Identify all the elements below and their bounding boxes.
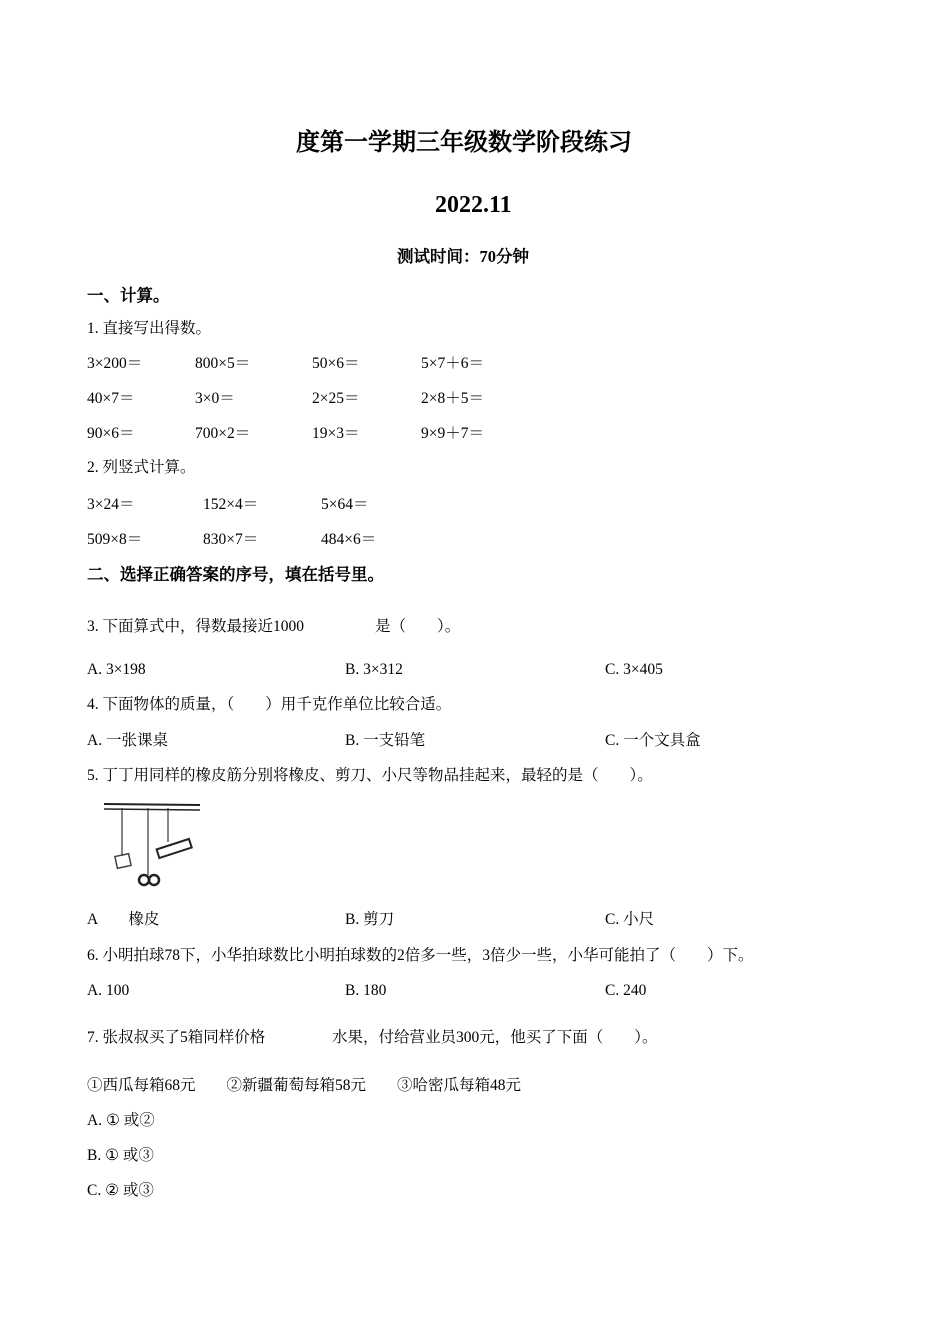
q1-item: 2×25＝ [312,390,360,407]
q7-items: ①西瓜每箱68元 ②新疆葡萄每箱58元 ③哈密瓜每箱48元 [87,1077,522,1094]
q2-item: 484×6＝ [321,531,377,548]
q1-item: 90×6＝ [87,425,135,442]
q2-item: 509×8＝ [87,531,143,548]
q1-item: 19×3＝ [312,425,360,442]
q5-option-b: B. 剪刀 [345,911,395,928]
q3-option-b: B. 3×312 [345,661,403,678]
q6-option-b: B. 180 [345,982,387,999]
q7-prompt-end: 水果，付给营业员300元，他买了下面（ ）。 [332,1029,658,1046]
q4-prompt: 4. 下面物体的质量，（ ）用千克作单位比较合适。 [87,696,452,713]
q1-item: 3×200＝ [87,355,143,372]
q3-option-c: C. 3×405 [605,661,663,678]
q1-item: 700×2＝ [195,425,251,442]
q1-item: 40×7＝ [87,390,135,407]
q1-item: 3×0＝ [195,390,235,407]
q1-item: 5×7＋6＝ [421,355,484,372]
section1-heading: 一、计算。 [87,286,170,305]
q2-item: 830×7＝ [203,531,259,548]
eraser-icon [115,854,131,869]
q3-prompt-end: 是（ ）。 [375,618,461,635]
q4-option-b: B. 一支铅笔 [345,732,426,749]
q4-option-a: A. 一张课桌 [87,732,168,749]
q4-option-c: C. 一个文具盒 [605,732,701,749]
q1-item: 50×6＝ [312,355,360,372]
q6-prompt: 6. 小明拍球78下，小华拍球数比小明拍球数的2倍多一些，3倍少一些，小华可能拍了（ ）下。 [87,947,754,964]
q7-option-c: C. ② 或③ [87,1182,154,1199]
q2-item: 5×64＝ [321,496,369,513]
scissors-icon [139,875,159,885]
q7-prompt: 7. 张叔叔买了5箱同样价格 [87,1029,266,1046]
q6-option-c: C. 240 [605,982,647,999]
ruler-icon [157,839,192,858]
q1-item: 9×9＋7＝ [421,425,484,442]
q5-option-c: C. 小尺 [605,911,655,928]
q2-item: 3×24＝ [87,496,135,513]
test-time: 测试时间：70分钟 [397,247,529,266]
q7-option-b: B. ① 或③ [87,1147,154,1164]
q3-prompt: 3. 下面算式中，得数最接近1000 [87,618,305,635]
page-title: 度第一学期三年级数学阶段练习 [296,130,632,156]
section2-heading: 二、选择正确答案的序号，填在括号里。 [87,565,384,584]
q1-prompt: 1. 直接写出得数。 [87,320,212,337]
q1-item: 800×5＝ [195,355,251,372]
q5-option-a: A 橡皮 [87,911,160,928]
hanging-objects-figure [100,798,205,890]
q3-option-a: A. 3×198 [87,661,146,678]
q1-item: 2×8＋5＝ [421,390,484,407]
exam-date: 2022.11 [435,192,512,218]
q2-prompt: 2. 列竖式计算。 [87,459,196,476]
q2-item: 152×4＝ [203,496,259,513]
q5-prompt: 5. 丁丁用同样的橡皮筋分别将橡皮、剪刀、小尺等物品挂起来，最轻的是（ ）。 [87,767,653,784]
q7-option-a: A. ① 或② [87,1112,155,1129]
q6-option-a: A. 100 [87,982,130,999]
